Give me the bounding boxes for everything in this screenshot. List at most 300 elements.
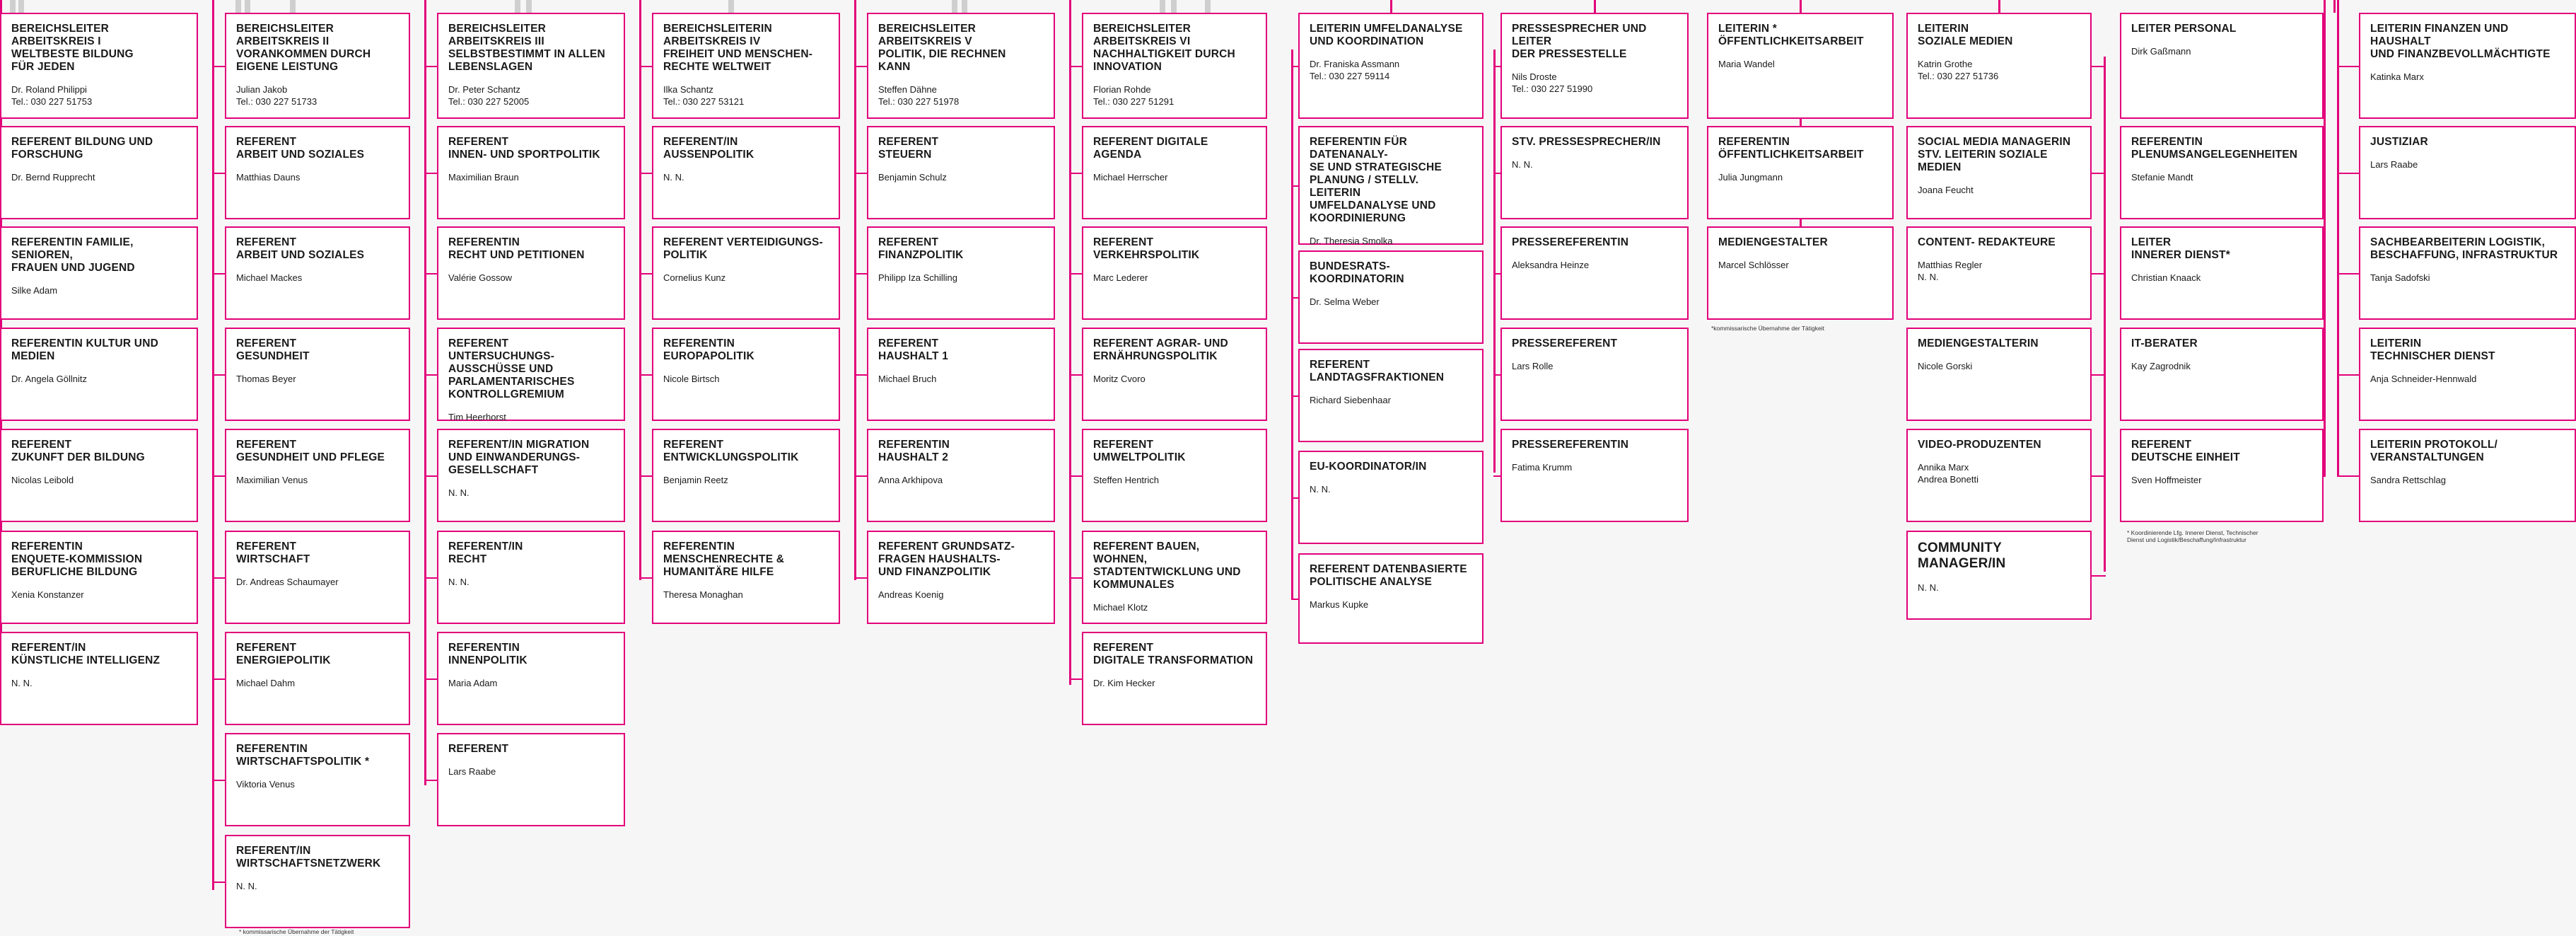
box-title: REFERENT ENERGIEPOLITIK [236, 642, 331, 666]
connector-line [2092, 173, 2106, 174]
connector-line [1493, 374, 1500, 376]
person-name: Dr. Andreas Schaumayer [236, 577, 339, 587]
box-title: REFERENT/IN MIGRATION UND EINWANDERUNGS- GESELLSCHAFT [448, 439, 590, 476]
person-name: Valérie Gossow [448, 272, 513, 283]
connector-line [2324, 0, 2326, 475]
connector-line [2324, 273, 2326, 275]
org-box [1906, 226, 2092, 320]
org-box [867, 13, 1055, 119]
person-name: Theresa Monaghan [663, 589, 743, 600]
person-name: Maximilian Braun [448, 172, 519, 183]
person-name: Cornelius Kunz [663, 272, 726, 283]
box-title: IT-BERATER [2131, 337, 2198, 349]
box-title: REFERENT INNEN- UND SPORTPOLITIK [448, 136, 600, 161]
org-box [0, 226, 198, 320]
org-box [1298, 349, 1484, 442]
org-box [1500, 126, 1689, 219]
connector-line [1493, 173, 1500, 174]
org-box [1500, 429, 1689, 522]
person-name: Florian Rohde [1093, 84, 1151, 95]
person-name: Lars Raabe [448, 766, 496, 777]
org-box [225, 328, 410, 421]
person-name: Ilka Schantz [663, 84, 713, 95]
org-box [225, 429, 410, 522]
person-name: Viktoria Venus [236, 779, 295, 790]
connector-line [245, 0, 250, 13]
box-title: REFERENT BAUEN, WOHNEN, STADTENTWICKLUNG UND KOMMUNALES [1093, 541, 1241, 591]
box-title: JUSTIZIAR [2370, 136, 2428, 148]
person-name: Nicole Birtsch [663, 374, 720, 384]
connector-line [1069, 678, 1082, 680]
connector-line [212, 66, 225, 67]
box-title: PRESSEREFERENT [1512, 337, 1618, 349]
person-name: Kay Zagrodnik [2131, 361, 2191, 371]
phone-number: Tel.: 030 227 51733 [236, 96, 317, 107]
connector-line [1493, 475, 1500, 477]
connector-line [212, 577, 225, 579]
org-box [437, 126, 625, 219]
org-box [1906, 429, 2092, 522]
box-title: REFERENT ARBEIT UND SOZIALES [236, 136, 365, 161]
connector-line [2092, 475, 2106, 477]
person-name: Katinka Marx [2370, 71, 2424, 82]
box-title: REFERENT DEUTSCHE EINHEIT [2131, 439, 2240, 463]
org-box [0, 328, 198, 421]
org-box [2120, 429, 2324, 522]
box-title: MEDIENGESTALTER [1718, 236, 1828, 248]
person-name: Xenia Konstanzer [11, 589, 84, 600]
footnote: * kommissarische Übernahme der Tätigkeit [239, 928, 354, 935]
connector-line [526, 0, 532, 13]
org-box [867, 531, 1055, 624]
connector-line [290, 0, 296, 13]
person-name: Dr. Selma Weber [1310, 296, 1380, 307]
person-name: Maximilian Venus [236, 475, 308, 485]
box-title: REFERENT GESUNDHEIT [236, 337, 310, 362]
connector-line [2337, 273, 2359, 275]
connector-line [2104, 57, 2106, 572]
person-name: Silke Adam [11, 285, 58, 296]
org-box [1500, 13, 1689, 119]
box-title: REFERENT GESUNDHEIT UND PFLEGE [236, 439, 385, 463]
connector-line [1291, 395, 1298, 397]
org-box [652, 126, 840, 219]
person-name: Nicole Gorski [1918, 361, 1973, 371]
box-title: REFERENT DIGITALE TRANSFORMATION [1093, 642, 1254, 666]
box-title: LEITERIN FINANZEN UND HAUSHALT UND FINANZBEVOLLMÄCHTIGTE [2370, 23, 2551, 60]
org-box [225, 531, 410, 624]
box-title: REFERENT/IN AUSSENPOLITIK [663, 136, 754, 161]
org-box [1082, 632, 1267, 725]
connector-line [728, 0, 734, 13]
box-title: LEITER INNERER DIENST* [2131, 236, 2230, 261]
org-box [225, 632, 410, 725]
connector-line [962, 0, 967, 13]
connector-line [2337, 475, 2359, 477]
phone-number: Tel.: 030 227 51736 [1918, 71, 1999, 81]
box-title: BEREICHSLEITER ARBEITSKREIS II VORANKOMMEN DURCH EIGENE LEISTUNG [236, 23, 371, 73]
phone-number: Tel.: 030 227 52005 [448, 96, 530, 107]
box-title: LEITER PERSONAL [2131, 23, 2237, 35]
box-title: LEITERIN * ÖFFENTLICHKEITSARBEIT [1718, 23, 1864, 47]
org-box [437, 531, 625, 624]
org-box [225, 226, 410, 320]
org-box [2359, 429, 2576, 522]
org-box [1082, 226, 1267, 320]
person-name: Matthias Regler N. N. [1918, 260, 1983, 282]
connector-line [212, 882, 225, 883]
connector-line [639, 475, 652, 477]
person-name: Sven Hoffmeister [2131, 475, 2202, 485]
org-box [1500, 226, 1689, 320]
box-title: REFERENT STEUERN [878, 136, 939, 161]
org-box [652, 429, 840, 522]
connector-line [2092, 575, 2106, 577]
connector-line [854, 374, 867, 376]
person-name: Sandra Rettschlag [2370, 475, 2446, 485]
box-title: REFERENT ZUKUNFT DER BILDUNG [11, 439, 145, 463]
footnote: *kommissarische Übernahme der Tätigkeit [1711, 325, 1824, 332]
person-name: Philipp Iza Schilling [878, 272, 958, 283]
org-box [1298, 250, 1484, 344]
connector-line [1493, 273, 1500, 275]
org-box [652, 226, 840, 320]
connector-line [424, 173, 437, 174]
box-title: CONTENT- REDAKTEURE [1918, 236, 2056, 248]
org-box [867, 328, 1055, 421]
box-title: REFERENTIN INNENPOLITIK [448, 642, 528, 666]
connector-line [1160, 0, 1165, 13]
connector-line [1291, 185, 1298, 187]
org-box [1906, 531, 2092, 620]
connector-line [1493, 66, 1500, 67]
person-name: Michael Bruch [878, 374, 937, 384]
box-title: VIDEO-PRODUZENTEN [1918, 439, 2041, 451]
person-name: Michael Klotz [1093, 602, 1148, 613]
org-box [1500, 328, 1689, 421]
person-name: Anna Arkhipova [878, 475, 943, 485]
person-name: Dr. Theresia Smolka [1310, 236, 1393, 246]
org-box [1707, 226, 1894, 320]
org-box [1298, 13, 1484, 119]
org-box [0, 632, 198, 725]
phone-number: Tel.: 030 227 51990 [1512, 83, 1593, 94]
box-title: LEITERIN TECHNISCHER DIENST [2370, 337, 2495, 362]
person-name: Anja Schneider-Hennwald [2370, 374, 2477, 384]
org-box [437, 226, 625, 320]
person-name: Julia Jungmann [1718, 172, 1783, 183]
box-title: REFERENT [448, 743, 509, 755]
box-title: MEDIENGESTALTERIN [1918, 337, 2039, 349]
box-title: BEREICHSLEITER ARBEITSKREIS V POLITIK, DIE RECHNEN KANN [878, 23, 1006, 73]
org-box [2120, 126, 2324, 219]
box-title: REFERENT BILDUNG UND FORSCHUNG [11, 136, 153, 161]
box-title: REFERENT DATENBASIERTE POLITISCHE ANALYSE [1310, 563, 1467, 588]
connector-line [639, 577, 652, 579]
phone-number: Tel.: 030 227 53121 [663, 96, 745, 107]
person-name: Nicolas Leibold [11, 475, 74, 485]
connector-line [639, 273, 652, 275]
box-title: REFERENT/IN WIRTSCHAFTSNETZWERK [236, 845, 381, 869]
box-title: COMMUNITY MANAGER/IN [1918, 541, 2006, 571]
box-title: REFERENTIN RECHT UND PETITIONEN [448, 236, 585, 261]
box-title: REFERENTIN EUROPAPOLITIK [663, 337, 754, 362]
connector-line [212, 678, 225, 680]
box-title: PRESSESPRECHER UND LEITER DER PRESSESTELLE [1512, 23, 1647, 60]
person-name: Tanja Sadofski [2370, 272, 2430, 283]
box-title: REFERENT WIRTSCHAFT [236, 541, 310, 565]
org-box [1082, 531, 1267, 624]
box-title: STV. PRESSESPRECHER/IN [1512, 136, 1661, 148]
box-title: REFERENTIN ÖFFENTLICHKEITSARBEIT [1718, 136, 1864, 161]
person-name: Dirk Gaßmann [2131, 46, 2191, 57]
person-name: Julian Jakob [236, 84, 288, 95]
person-name: Lars Rolle [1512, 361, 1554, 371]
connector-line [1800, 119, 1802, 126]
person-name: Richard Siebenhaar [1310, 395, 1391, 405]
connector-line [2324, 66, 2326, 67]
person-name: Joana Feucht [1918, 185, 1974, 195]
person-name: Steffen Dähne [878, 84, 937, 95]
org-box [1906, 126, 2092, 219]
connector-line [1291, 66, 1298, 67]
connector-line [1594, 0, 1596, 13]
box-title: BEREICHSLEITERIN ARBEITSKREIS IV FREIHEIT UND MENSCHEN- RECHTE WELTWEIT [663, 23, 813, 73]
org-box [0, 429, 198, 522]
connector-line [10, 0, 16, 13]
person-name: N. N. [1512, 159, 1533, 170]
connector-line [2092, 273, 2106, 275]
org-box [437, 733, 625, 826]
phone-number: Tel.: 030 227 51753 [11, 96, 93, 107]
person-name: Steffen Hentrich [1093, 475, 1159, 485]
box-title: REFERENTIN MENSCHENRECHTE & HUMANITÄRE HILFE [663, 541, 785, 578]
person-name: N. N. [1310, 484, 1331, 495]
person-name: N. N. [448, 577, 470, 587]
box-title: LEITERIN SOZIALE MEDIEN [1918, 23, 2013, 47]
org-box [225, 13, 410, 119]
box-title: REFERENT ARBEIT UND SOZIALES [236, 236, 365, 261]
connector-line [2337, 66, 2359, 67]
connector-line [1171, 0, 1177, 13]
org-box [1298, 126, 1484, 245]
connector-line [212, 475, 225, 477]
connector-line [854, 0, 856, 580]
box-title: REFERENT UMWELTPOLITIK [1093, 439, 1186, 463]
person-name: Maria Adam [448, 678, 498, 688]
phone-number: Tel.: 030 227 51978 [878, 96, 960, 107]
org-box [2359, 226, 2576, 320]
box-title: REFERENTIN HAUSHALT 2 [878, 439, 950, 463]
person-name: Dr. Peter Schantz [448, 84, 520, 95]
connector-line [1069, 374, 1082, 376]
org-box [867, 126, 1055, 219]
connector-line [1998, 0, 2000, 13]
person-name: Michael Herrscher [1093, 172, 1168, 183]
connector-line [424, 374, 437, 376]
org-box [1298, 451, 1484, 544]
connector-line [854, 273, 867, 275]
connector-line [424, 0, 426, 785]
org-box [2120, 13, 2324, 119]
connector-line [424, 678, 437, 680]
connector-line [2324, 173, 2326, 174]
box-title: REFERENT AGRAR- UND ERNÄHRUNGSPOLITIK [1093, 337, 1228, 362]
footnote: * Koordinierende Lfg. Innerer Dienst, Technischer Dienst und Logistik/Beschaffung/Infrastruktur [2127, 529, 2259, 543]
connector-line [1291, 599, 1298, 600]
connector-line [212, 374, 225, 376]
org-box [867, 429, 1055, 522]
box-title: REFERENTIN KULTUR UND MEDIEN [11, 337, 158, 362]
person-name: Annika Marx Andrea Bonetti [1918, 462, 1979, 485]
box-title: BEREICHSLEITER ARBEITSKREIS VI NACHHALTIGKEIT DURCH INNOVATION [1093, 23, 1235, 73]
connector-line [2337, 0, 2339, 475]
org-box [1906, 328, 2092, 421]
connector-line [424, 475, 437, 477]
connector-line [854, 173, 867, 174]
org-box [437, 13, 625, 119]
person-name: Katrin Grothe [1918, 59, 1973, 69]
box-title: REFERENT/IN RECHT [448, 541, 523, 565]
box-title: REFERENT GRUNDSATZ- FRAGEN HAUSHALTS- UND FINANZPOLITIK [878, 541, 1015, 578]
connector-line [1291, 50, 1293, 599]
org-box [225, 835, 410, 928]
connector-line [2337, 173, 2359, 174]
box-title: REFERENT HAUSHALT 1 [878, 337, 949, 362]
connector-line [1800, 219, 1802, 226]
person-name: Marc Lederer [1093, 272, 1148, 283]
person-name: N. N. [236, 881, 257, 891]
box-title: REFERENT VERTEIDIGUNGS- POLITIK [663, 236, 823, 261]
connector-line [2092, 374, 2106, 376]
connector-line [212, 780, 225, 781]
connector-line [1291, 497, 1298, 499]
box-title: SACHBEARBEITERIN LOGISTIK, BESCHAFFUNG, INFRASTRUKTUR [2370, 236, 2558, 261]
person-name: Dr. Franiska Assmann [1310, 59, 1400, 69]
connector-line [2333, 0, 2336, 13]
connector-line [1069, 66, 1082, 67]
person-name: N. N. [663, 172, 684, 183]
org-box [2120, 328, 2324, 421]
org-box [0, 531, 198, 624]
org-box [225, 733, 410, 826]
person-name: N. N. [11, 678, 33, 688]
connector-line [1493, 50, 1496, 473]
org-box [867, 226, 1055, 320]
connector-line [212, 173, 225, 174]
org-box [1298, 553, 1484, 644]
person-name: Dr. Bernd Rupprecht [11, 172, 95, 183]
connector-line [515, 0, 520, 13]
box-title: EU-KOORDINATOR/IN [1310, 461, 1427, 473]
person-name: Moritz Cvoro [1093, 374, 1146, 384]
box-title: REFERENT DIGITALE AGENDA [1093, 136, 1208, 161]
person-name: Benjamin Reetz [663, 475, 728, 485]
connector-line [1069, 273, 1082, 275]
connector-line [1390, 0, 1392, 13]
box-title: LEITERIN UMFELDANALYSE UND KOORDINATION [1310, 23, 1463, 47]
person-name: Michael Mackes [236, 272, 303, 283]
person-name: Marcel Schlösser [1718, 260, 1789, 270]
connector-line [639, 374, 652, 376]
org-box [0, 13, 198, 119]
person-name: Dr. Angela Göllnitz [11, 374, 87, 384]
person-name: Fatima Krumm [1512, 462, 1573, 473]
person-name: Tim Heerhorst [448, 412, 506, 422]
box-title: REFERENTIN WIRTSCHAFTSPOLITIK * [236, 743, 370, 768]
person-name: N. N. [1918, 582, 1939, 593]
person-name: Benjamin Schulz [878, 172, 947, 183]
org-box [1082, 328, 1267, 421]
connector-line [1069, 0, 1071, 685]
org-box [437, 328, 625, 421]
org-box [1082, 13, 1267, 119]
org-box [1082, 429, 1267, 522]
org-box [1082, 126, 1267, 219]
connector-line [1800, 0, 1802, 13]
org-box [652, 13, 840, 119]
connector-line [639, 0, 641, 580]
connector-line [1069, 577, 1082, 579]
box-title: REFERENTIN FÜR DATENANALY- SE UND STRATEGISCHE PLANUNG / STELLV. LEITERIN UMFELDANALYSE UND KOORDINIERUNG [1310, 136, 1442, 224]
phone-number: Tel.: 030 227 51291 [1093, 96, 1175, 107]
person-name: Lars Raabe [2370, 159, 2418, 170]
org-box [1707, 126, 1894, 219]
box-title: PRESSEREFERENTIN [1512, 236, 1629, 248]
box-title: SOCIAL MEDIA MANAGERIN STV. LEITERIN SOZIALE MEDIEN [1918, 136, 2071, 173]
org-box [0, 126, 198, 219]
org-box [2120, 226, 2324, 320]
connector-line [1205, 0, 1211, 13]
person-name: Michael Dahm [236, 678, 296, 688]
connector-line [424, 780, 437, 781]
org-box [652, 531, 840, 624]
person-name: Thomas Beyer [236, 374, 296, 384]
person-name: Maria Wandel [1718, 59, 1775, 69]
box-title: BEREICHSLEITER ARBEITSKREIS III SELBSTBESTIMMT IN ALLEN LEBENSLAGEN [448, 23, 605, 73]
org-box [1906, 13, 2092, 119]
box-title: REFERENT ENTWICKLUNGSPOLITIK [663, 439, 799, 463]
connector-line [212, 273, 225, 275]
box-title: PRESSEREFERENTIN [1512, 439, 1629, 451]
org-box [437, 429, 625, 522]
org-box [225, 126, 410, 219]
connector-line [2337, 374, 2359, 376]
phone-number: Tel.: 030 227 59114 [1310, 71, 1390, 81]
connector-line [1069, 475, 1082, 477]
box-title: REFERENT LANDTAGSFRAKTIONEN [1310, 359, 1445, 383]
person-name: N. N. [448, 487, 470, 498]
box-title: REFERENT FINANZPOLITIK [878, 236, 964, 261]
connector-line [952, 0, 957, 13]
connector-line [2337, 0, 2339, 13]
connector-line [639, 66, 652, 67]
org-box [2359, 328, 2576, 421]
connector-line [1069, 173, 1082, 174]
connector-line [2324, 374, 2326, 376]
connector-line [639, 173, 652, 174]
connector-line [854, 577, 867, 579]
box-title: REFERENT UNTERSUCHUNGS- AUSSCHÜSSE UND PARLAMENTARISCHES KONTROLLGREMIUM [448, 337, 575, 400]
connector-line [235, 0, 241, 13]
box-title: LEITERIN PROTOKOLL/ VERANSTALTUNGEN [2370, 439, 2498, 463]
org-box [1707, 13, 1894, 119]
person-name: Stefanie Mandt [2131, 172, 2193, 183]
connector-line [212, 0, 214, 890]
box-title: BUNDESRATS- KOORDINATORIN [1310, 260, 1404, 285]
connector-line [854, 475, 867, 477]
org-box [437, 632, 625, 725]
